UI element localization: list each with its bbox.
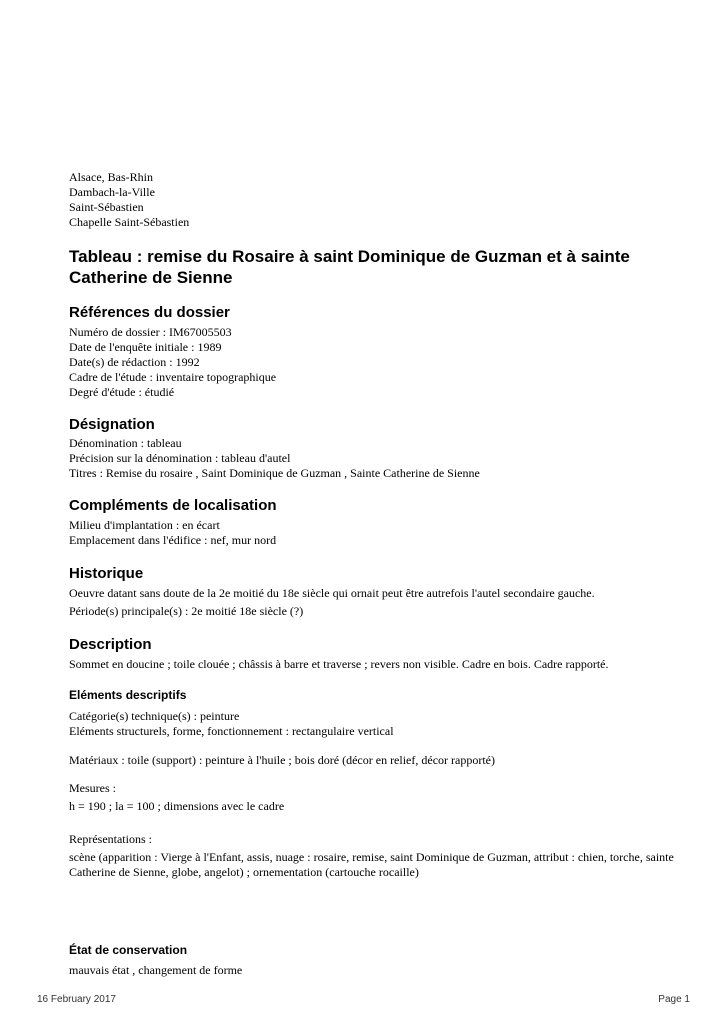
measures-label: Mesures : [69, 781, 116, 795]
denomination: Dénomination : tableau [69, 436, 182, 450]
dossier-number: Numéro de dossier : IM67005503 [69, 325, 232, 339]
structural-elements: Eléments structurels, forme, fonctionnement : rectangulaire vertical [69, 724, 394, 738]
historique-heading: Historique [69, 565, 144, 582]
representations-label: Représentations : [69, 832, 152, 846]
designation-list [69, 436, 685, 481]
technical-category: Catégorie(s) technique(s) : peinture [69, 709, 240, 723]
titles: Titres : Remise du rosaire , Saint Dominique de Guzman , Sainte Catherine de Sienne [69, 466, 480, 480]
footer-date: 16 February 2017 [37, 994, 116, 1005]
location-region: Alsace, Bas-Rhin [69, 170, 153, 184]
references-list [69, 325, 685, 400]
location-commune: Dambach-la-Ville [69, 185, 155, 199]
references-heading: Références du dossier [69, 304, 230, 321]
materials: Matériaux : toile (support) : peinture à l'huile ; bois doré (décor en relief, décor rapporté) [69, 753, 495, 767]
study-degree: Degré d'étude : étudié [69, 385, 175, 399]
page-title: Tableau : remise du Rosaire à saint Dominique de Guzman et à sainte Catherine de Sienne [69, 247, 630, 287]
implantation: Milieu d'implantation : en écart [69, 518, 220, 532]
elements-list [69, 709, 685, 739]
localisation-heading: Compléments de localisation [69, 497, 277, 514]
description-heading: Description [69, 636, 152, 653]
location-building: Chapelle Saint-Sébastien [69, 215, 190, 229]
writing-date: Date(s) de rédaction : 1992 [69, 355, 200, 369]
localisation-list [69, 518, 685, 548]
measures-value: h = 190 ; la = 100 ; dimensions avec le cadre [69, 799, 285, 813]
conservation-text: mauvais état , changement de forme [69, 963, 243, 977]
location-locality: Saint-Sébastien [69, 200, 144, 214]
designation-heading: Désignation [69, 416, 155, 433]
denomination-precision: Précision sur la dénomination : tableau d'autel [69, 451, 291, 465]
description-text: Sommet en doucine ; toile clouée ; châssis à barre et traverse ; revers non visible. Cadre en bois. Cadre rapporté. [69, 657, 609, 671]
study-frame: Cadre de l'étude : inventaire topographique [69, 370, 277, 384]
representations-value: scène (apparition : Vierge à l'Enfant, assis, nuage : rosaire, remise, saint Dominique de Guzman, attribut : chien, torche, sainte Catherine de Sienne, globe, angelot) ; ornementation (cartouche rocaille) [69, 850, 674, 879]
footer-page-number: Page 1 [658, 994, 690, 1005]
historique-period: Période(s) principale(s) : 2e moitié 18e siècle (?) [69, 604, 304, 618]
survey-date: Date de l'enquête initiale : 1989 [69, 340, 222, 354]
elements-heading: Eléments descriptifs [69, 688, 187, 702]
emplacement: Emplacement dans l'édifice : nef, mur nord [69, 533, 277, 547]
location-block [69, 170, 685, 230]
conservation-heading: État de conservation [69, 943, 188, 957]
historique-text: Oeuvre datant sans doute de la 2e moitié du 18e siècle qui ornait peut être autrefois l'autel secondaire gauche. [69, 586, 595, 600]
